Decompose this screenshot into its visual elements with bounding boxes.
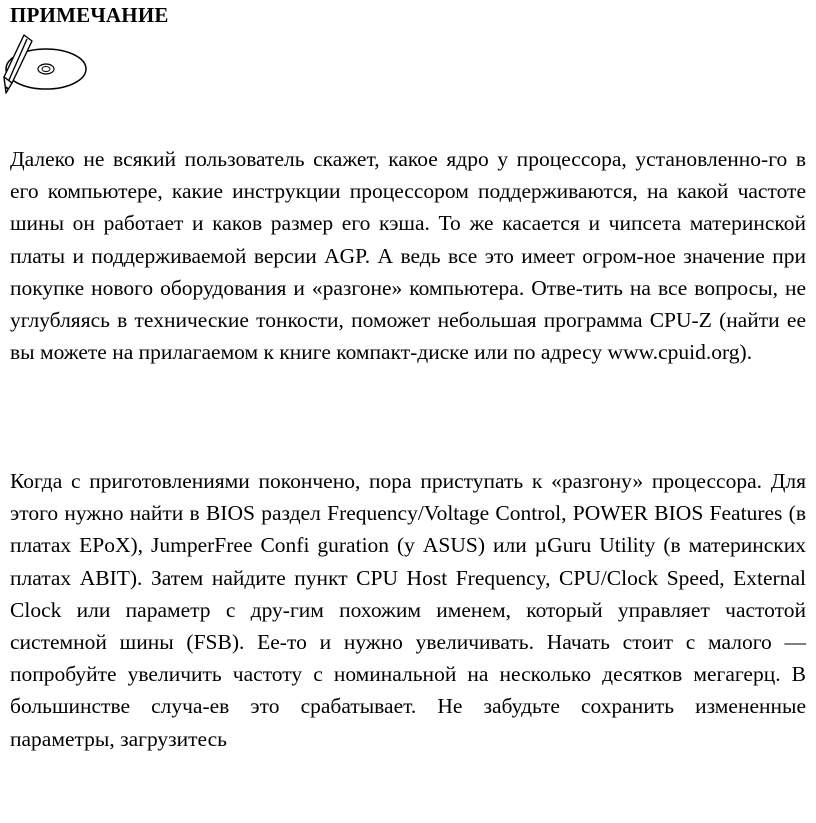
paragraph-overclocking: Когда с приготовлениями покончено, пора приступать к «разгону» процессора. Для этого нужно найти в BIOS раздел Frequency/Voltage Control, POWER BIOS Features (в платах EPoX), JumperFree Confi guration (у ASUS) или µGuru Utility (в материнских платах ABIT). Затем найдите пункт CPU Host Frequency, CPU/Clock Speed, External Clock или параметр с дру-гим похожим именем, который управляет частотой системной шины (FSB). Ее-то и нужно увеличивать. Начать стоит с малого — попробуйте увеличить частоту с номинальной на несколько десятков мегагерц. В большинстве случа-ев это срабатывает. Не забудьте сохранить измененные параметры, загрузитесь [10, 469, 806, 751]
disc-hole [42, 67, 50, 72]
paragraph-cpu-z: Далеко не всякий пользователь скажет, какое ядро у процессора, установленно-го в его компьютере, какие инструкции процессором поддерживаются, на какой частоте шины он работает и каков размер его кэша. То же касается и чипсета материнской платы и поддерживаемой версии AGP. А ведь все это имеет огром-ное значение при покупке нового оборудования и «разгоне» компьютера. Отве-тить на все вопросы, не углубляясь в технические тонкости, поможет небольшая программа CPU-Z (найти ее вы можете на прилагаемом к книге компакт-диске или по адресу www.cpuid.org). [10, 147, 806, 365]
pencil [4, 35, 32, 93]
note-heading: ПРИМЕЧАНИЕ [10, 3, 169, 27]
pencil-disc-icon [2, 33, 92, 95]
disc-ring [38, 64, 54, 74]
